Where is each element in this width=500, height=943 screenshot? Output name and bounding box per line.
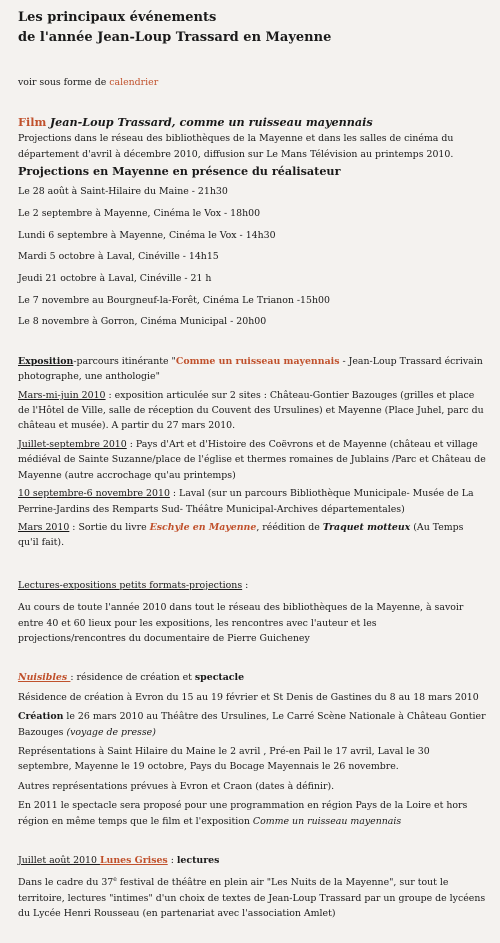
nuisibles-heading-b: spectacle	[194, 672, 245, 684]
creation-label: Création	[18, 711, 64, 723]
book-title-traquet: Traquet motteux	[322, 521, 411, 533]
lunes-sup: e	[113, 876, 117, 884]
exposition-intro	[18, 354, 486, 385]
exposition-item-1	[18, 388, 486, 434]
book-title-eschyle: Eschyle en Mayenne	[149, 521, 257, 533]
exposition-item-4-b: , réédition de	[256, 521, 323, 533]
nuisibles-heading	[18, 670, 486, 685]
film-label: Film	[18, 115, 47, 130]
lectures-text: Au cours de toute l'année 2010 dans tout le réseau des bibliothèques de la Mayenne, à savoir entre 40 et 60 lieux pour les expositions, les rencontres avec l'auteur et les projections/rencontres du documentaire de Pierre Guicheney	[18, 602, 464, 644]
exposition-item-4-a: : Sortie du livre	[69, 521, 150, 533]
projection-item: Jeudi 21 octobre à Laval, Cinéville - 21 h	[18, 273, 212, 285]
lunes-heading	[18, 853, 486, 868]
lunes-suffix: lectures	[176, 855, 220, 866]
exposition-intro-a: -parcours itinérante "	[73, 355, 176, 367]
film-description: Projections dans le réseau des bibliothèques de la Mayenne et dans les salles de cinéma du département d'avril à décembre 2010, diffusion sur Le Mans Télévision au printemps 2010.	[18, 133, 454, 160]
exposition-item-2-date: Juillet-septembre 2010	[18, 438, 127, 450]
page-title	[18, 0, 486, 48]
exposition-title: Comme un ruisseau mayennais	[175, 355, 340, 367]
nuisibles-representations: Représentations à Saint Hilaire du Maine le 2 avril , Pré-en Pail le 17 avril, Laval le 30 septembre, Mayenne le 19 octobre, Pays du Bocage Mayennais le 26 novembre.	[18, 745, 430, 773]
nuisibles-2011-text: En 2011 le spectacle sera proposé pour une programmation en région Pays de la Loire et hors région en même temps que le film et l'exposition	[18, 800, 468, 827]
projection-item: Le 28 août à Saint-Hilaire du Maine - 21h30	[18, 186, 228, 198]
projection-item: Le 2 septembre à Mayenne, Cinéma le Vox - 18h00	[18, 207, 261, 219]
exposition-item-1-text: : exposition articulée sur 2 sites : Château-Gontier Bazouges (grilles et place de l'Hôtel de Ville, salle de réception du Couvent des Ursulines) et Mayenne (Place Juhel, parc du château et musée). A partir du 27 mars 2010.	[18, 389, 484, 432]
exposition-item-3-text: : Laval (sur un parcours Bibliothèque Municipale- Musée de La Perrine-Jardins des Remparts Sud- Théâtre Municipal-Archives départementales)	[18, 488, 474, 515]
lunes-date: Juillet août 2010	[18, 855, 100, 866]
lectures-heading-text: Lectures-expositions petits formats-projections	[18, 579, 243, 591]
exposition-item-1-date: Mars-mi-juin 2010	[18, 389, 106, 401]
projection-item: Le 7 novembre au Bourgneuf-la-Forêt, Cinéma Le Trianon -15h00	[18, 294, 330, 306]
lunes-text-a: Dans le cadre du 37	[18, 877, 114, 889]
calendar-line	[18, 75, 486, 90]
nuisibles-heading-a: : résidence de création et	[70, 672, 195, 684]
film-title: Jean-Loup Trassard, comme un ruisseau mayennais	[49, 115, 373, 130]
lunes-colon: :	[167, 855, 177, 866]
projection-item: Mardi 5 octobre à Laval, Cinéville - 14h15	[18, 251, 219, 263]
exposition-item-4-c: (Au Temps qu'il fait).	[18, 521, 464, 549]
film-heading	[18, 114, 486, 131]
title-line-1: Les principaux événements	[18, 10, 217, 25]
exposition-item-3-date: 10 septembre-6 novembre 2010	[18, 488, 170, 500]
nuisibles-2011-italic: Comme un ruisseau mayennais	[252, 815, 402, 827]
exposition-item-4-date: Mars 2010	[18, 521, 70, 533]
calendar-link[interactable]: calendrier	[109, 77, 159, 88]
exposition-item-3	[18, 486, 486, 517]
calendar-prefix: voir sous forme de	[18, 77, 110, 88]
projections-list	[18, 184, 486, 330]
lunes-text	[18, 872, 486, 921]
exposition-item-4	[18, 520, 486, 551]
nuisibles-2011	[18, 798, 486, 829]
lectures-heading-suffix: :	[242, 579, 249, 591]
projections-heading: Projections en Mayenne en présence du réalisateur	[18, 164, 341, 179]
exposition-item-2-text: : Pays d'Art et d'Histoire des Coëvrons et de Mayenne (château et village médiéval de Sainte Suzanne/place de l'église et thermes romaines de Jublains /Parc et Château de Mayenne (autre accrochage qu'au printemps)	[18, 438, 486, 481]
creation-italic: (voyage de presse)	[66, 726, 156, 738]
nuisibles-link[interactable]: Nuisibles	[18, 672, 71, 684]
lunes-text-b: festival de théâtre en plein air "Les Nuits de la Mayenne", sur tout le territoire, lectures "intimes" d'un choix de textes de Jean-Loup Trassard par un groupe de lycéens du Lycée Henri Rousseau (en partenariat avec l'association Amlet)	[18, 877, 486, 920]
creation-text: le 26 mars 2010 au Théâtre des Ursulines, Le Carré Scène Nationale à Château Gontier Bazouges	[18, 711, 486, 738]
projection-item: Lundi 6 septembre à Mayenne, Cinéma le Vox - 14h30	[18, 229, 276, 241]
exposition-intro-b: - Jean-Loup Trassard écrivain photographe, une anthologie"	[18, 355, 483, 383]
nuisibles-residence: Résidence de création à Evron du 15 au 19 février et St Denis de Gastines du 8 au 18 mars 2010	[18, 691, 479, 703]
nuisibles-autres: Autres représentations prévues à Evron et Craon (dates à définir).	[18, 780, 335, 792]
exposition-item-2	[18, 437, 486, 483]
exposition-label: Exposition	[18, 355, 74, 367]
title-line-2: de l'année Jean-Loup Trassard en Mayenne	[18, 30, 332, 45]
nuisibles-creation	[18, 709, 486, 740]
projection-item: Le 8 novembre à Gorron, Cinéma Municipal - 20h00	[18, 316, 267, 328]
lunes-grises-link[interactable]: Lunes Grises	[99, 855, 168, 866]
lectures-heading	[18, 578, 486, 593]
